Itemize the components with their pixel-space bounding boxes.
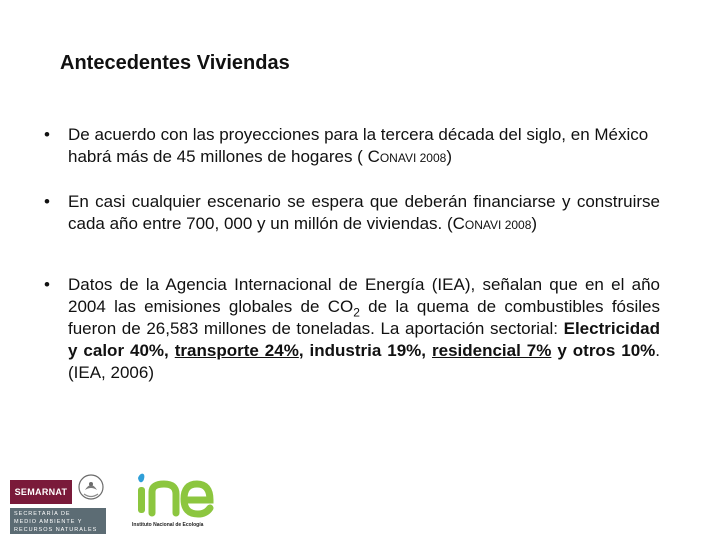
subtitle-line: RECURSOS NATURALES — [14, 527, 98, 533]
subscript: 2 — [353, 305, 360, 320]
bullet-text: Datos de la Agencia Internacional de Energía (IEA), señalan que en el año 2004 las emisiones globales de CO — [68, 275, 660, 316]
bullet-item — [40, 274, 660, 384]
bullet-text: En casi cualquier escenario se espera que deberán financiarse y construirse cada año entre 700, 000 y un millón de viviendas. ( — [68, 192, 660, 233]
ine-logo-mark — [130, 470, 220, 520]
citation-initial: C — [367, 147, 380, 166]
bullet-marker: • — [44, 192, 50, 211]
ine-logo — [130, 470, 220, 534]
citation-text: ONAVI 2008 — [464, 218, 532, 232]
semarnat-subtitle — [10, 508, 106, 534]
bullet-list — [40, 124, 660, 384]
bullet-citation: . (IEA, 2006) — [68, 341, 660, 382]
bullet-text-cont: de la quema de combustibles fósiles fueron de 26,583 millones de toneladas. La aportación sectorial: — [68, 297, 661, 338]
sector-industry: , industria 19%, — [298, 341, 432, 360]
bullet-marker: • — [44, 275, 50, 294]
mexico-seal-icon — [76, 472, 106, 506]
sector-other: y otros 10% — [551, 341, 656, 360]
semarnat-logo — [10, 470, 106, 534]
subtitle-line: MEDIO AMBIENTE Y — [14, 519, 83, 525]
citation-close: ) — [531, 214, 538, 233]
subtitle-line: SECRETARÍA DE — [14, 511, 71, 517]
sector-transport: transporte 24% — [174, 341, 299, 360]
bullet-item — [40, 124, 660, 169]
bullet-item — [40, 191, 660, 236]
ine-name: Instituto Nacional de Ecología — [132, 522, 204, 528]
slide-title: Antecedentes Viviendas — [60, 52, 290, 74]
bullet-marker: • — [44, 125, 50, 144]
citation-close: ) — [446, 147, 452, 166]
sector-residential: residencial 7% — [432, 341, 552, 360]
citation-initial: C — [452, 214, 465, 233]
bullet-text: De acuerdo con las proyecciones para la tercera década del siglo, en México habrá más de 45 millones de hogares ( — [68, 125, 649, 166]
citation-text: ONAVI 2008 — [379, 151, 447, 165]
sector-electricity: Electricidad y calor 40%, — [68, 319, 660, 360]
semarnat-wordmark: SEMARNAT — [10, 480, 72, 504]
